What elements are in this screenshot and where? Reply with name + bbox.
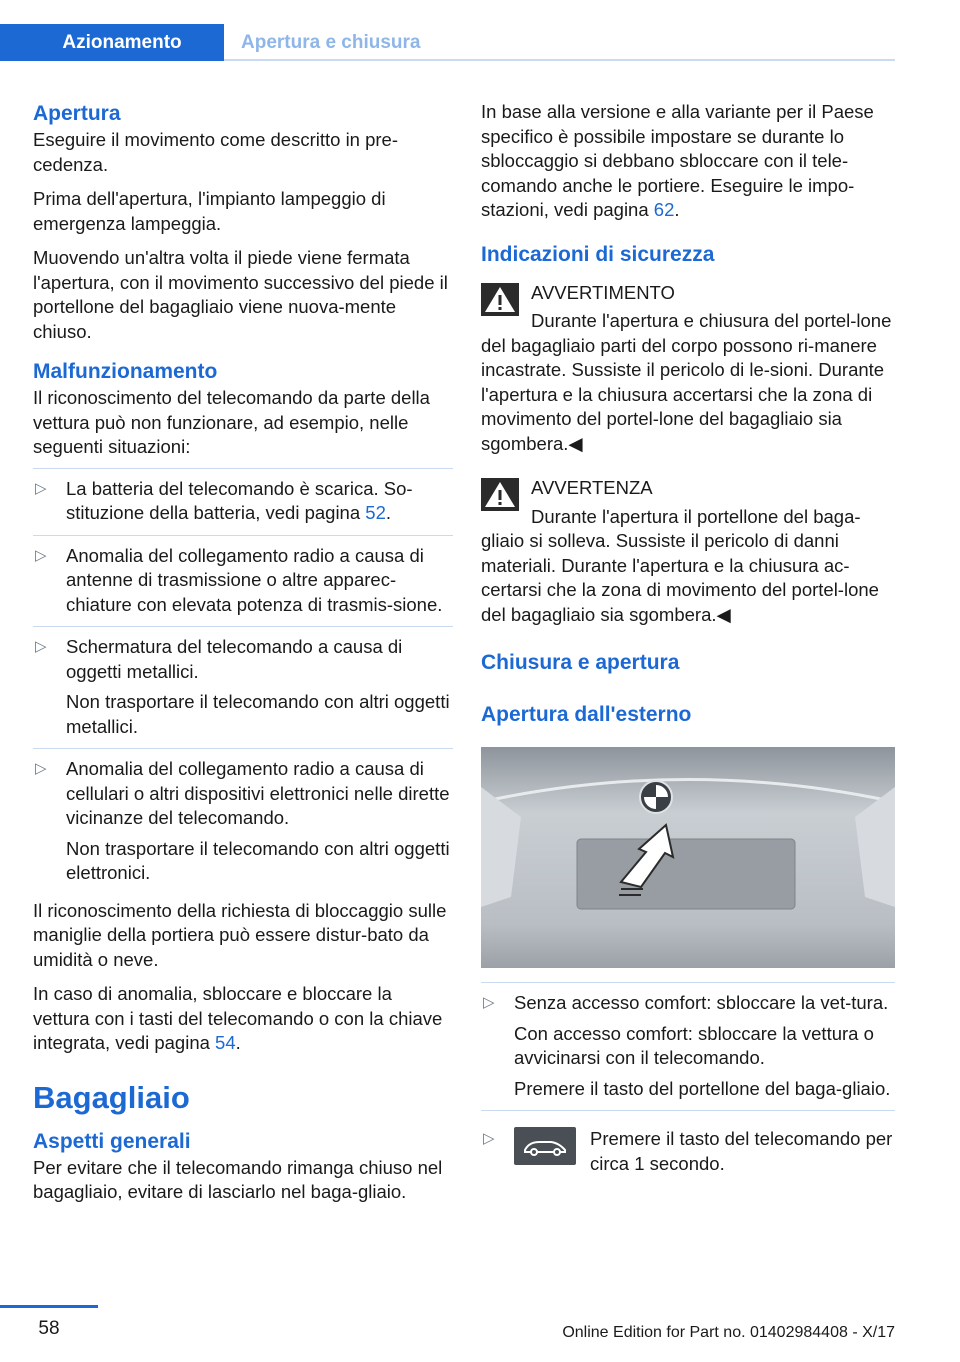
header-rule xyxy=(224,59,895,61)
heading-indicazioni-sicurezza: Indicazioni di sicurezza xyxy=(481,242,715,266)
trunk-illustration xyxy=(481,747,895,968)
heading-aspetti-generali: Aspetti generali xyxy=(33,1129,191,1153)
heading-apertura-esterno: Apertura dall'esterno xyxy=(481,703,692,726)
bullet-list xyxy=(481,982,895,1185)
bullet-triangle-icon: ▷ xyxy=(35,760,47,777)
list-item: ▷ Anomalia del collegamento radio a causa di antenne di trasmissione o altre apparec‐chiature con elevata potenza di trasmis‐sione. xyxy=(33,544,453,628)
list-item: ▷ La batteria del telecomando è scarica. So‐stituzione della batteria, vedi pagina 52. xyxy=(33,477,453,536)
page-number: 58 xyxy=(38,1318,60,1339)
page-link[interactable]: 52 xyxy=(365,502,386,523)
list-item: ▷ Anomalia del collegamento radio a causa di cellulari o altri dispositivi elettronici nelle dirette vicinanze del telecomando. Non trasportare il telecomando con altri oggetti elettronici. xyxy=(35,758,450,883)
tab-apertura-chiusura[interactable] xyxy=(241,24,421,61)
bullet-triangle-icon: ▷ xyxy=(35,546,47,564)
bullet-triangle-icon: ▷ xyxy=(483,994,495,1011)
paragraph: Il riconoscimento del telecomando da parte della vettura può non funzionare, ad esempio, nelle seguenti situazioni: xyxy=(33,386,453,469)
paragraph: Prima dell'apertura, l'impianto lampeggio di emergenza lampeggia. xyxy=(33,188,386,234)
left-column xyxy=(33,100,453,1215)
warning-title: AVVERTIMENTO xyxy=(531,281,675,303)
warning-body: Durante l'apertura e chiusura del portel‐lone del bagagliaio parti del corpo possono ri‐manere incastrate. Sussiste il pericolo di le‐sioni. Durante l'apertura e la chiusura accertarsi che la zona di movimento del portel‐lone del bagagliaio sia sgombera.◀ xyxy=(481,310,892,454)
trunk-photo xyxy=(481,747,895,968)
tab-azionamento-label: Azionamento xyxy=(62,31,182,53)
heading-malfunzionamento: Malfunzionamento xyxy=(33,360,218,383)
paragraph: Per evitare che il telecomando rimanga chiuso nel bagagliaio, evitare di lasciarlo nel baga‐gliaio. xyxy=(33,1156,443,1202)
heading-bagagliaio: Bagagliaio xyxy=(33,1079,190,1115)
warning-body: Durante l'apertura il portellone del baga‐gliaio si solleva. Sussiste il pericolo di danni materiali. Durante l'apertura e la chiusura ac‐certarsi che la zona di movimento del portel‐lone del bagagliaio sia sgombera.◀ xyxy=(481,505,879,625)
tab-azionamento[interactable] xyxy=(0,24,224,61)
right-column xyxy=(481,100,895,1193)
paragraph: Il riconoscimento della richiesta di bloccaggio sulle maniglie della portiera può essere distur‐bato da umidità o neve. xyxy=(33,899,447,970)
bullet-triangle-icon: ▷ xyxy=(483,1130,495,1147)
warning-triangle-icon xyxy=(481,478,519,511)
bullet-triangle-icon: ▷ xyxy=(35,638,47,655)
footer-rule xyxy=(0,1305,98,1308)
remote-instruction: Premere il tasto del telecomando per circa 1 secondo. xyxy=(514,1127,895,1176)
warning-triangle-icon xyxy=(481,283,519,316)
list-item: ▷ Senza accesso comfort: sbloccare la vet‐tura. Con accesso comfort: sbloccare la vettura o avvicinarsi con il telecomando. Premere il tasto del portellone del baga‐gliaio. xyxy=(481,982,895,1111)
warning-box xyxy=(481,281,895,457)
warning-title: AVVERTENZA xyxy=(531,477,653,498)
edition-text: Online Edition for Part no. 01402984408 - X/17 xyxy=(562,1324,895,1341)
list-item xyxy=(481,1119,895,1185)
bullet-list xyxy=(33,477,453,895)
heading-chiusura-apertura: Chiusura e apertura xyxy=(481,651,680,674)
paragraph: In caso di anomalia, sbloccare e bloccare la vettura con i tasti del telecomando o con la chiave integrata, vedi pagina 54. xyxy=(33,983,443,1053)
tab-apertura-chiusura-label: Apertura e chiusura xyxy=(241,31,421,53)
heading-apertura: Apertura xyxy=(33,102,121,125)
paragraph: Eseguire il movimento come descritto in pre‐cedenza. xyxy=(33,129,399,175)
list-item: ▷ Schermatura del telecomando a causa di oggetti metallici. Non trasportare il telecomando con altri oggetti metallici. xyxy=(33,635,453,749)
bullet-triangle-icon: ▷ xyxy=(35,479,47,497)
page-link[interactable]: 62 xyxy=(653,199,675,220)
warning-box xyxy=(481,476,895,627)
paragraph: In base alla versione e alla variante per il Paese specifico è possibile impostare se durante lo sbloccaggio si debbano sbloccare con il tele‐comando anche le portiere. Eseguire le impo‐stazioni, vedi pagina 62. xyxy=(481,101,874,220)
page-link[interactable]: 54 xyxy=(215,1032,236,1053)
trunk-remote-icon xyxy=(514,1127,576,1165)
header-tabbar xyxy=(0,24,895,61)
paragraph: Muovendo un'altra volta il piede viene fermata l'apertura, con il movimento successivo del piede il portellone del bagagliaio viene nuova‐mente chiuso. xyxy=(33,247,448,342)
